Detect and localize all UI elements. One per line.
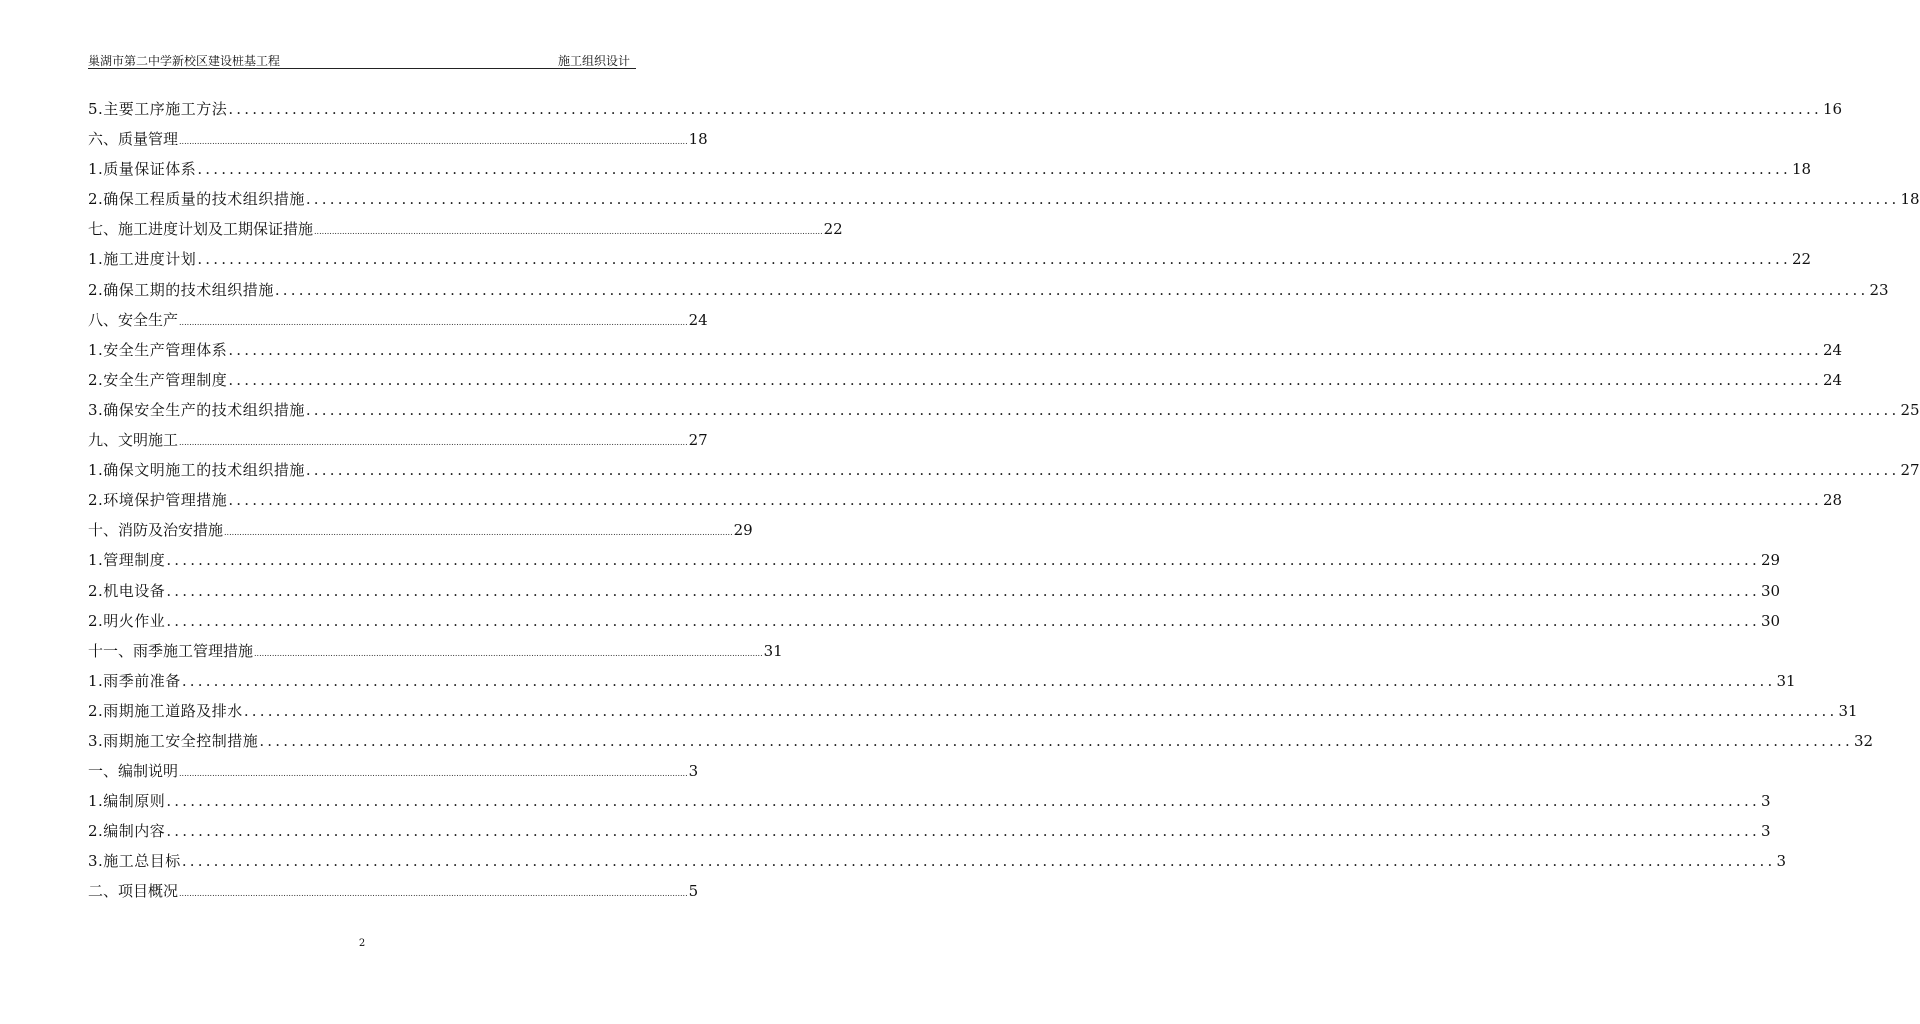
toc-leader-dots: ........................................................................................................................................................................................................ (179, 438, 688, 448)
toc-entry-title: 1.管理制度 (88, 551, 166, 570)
toc-entry-page: 31 (1776, 671, 1796, 690)
toc-leader-dots: ........................................................................................................................................................................................................ (228, 491, 1822, 510)
toc-entry-title: 2.确保工程质量的技术组织措施 (88, 190, 305, 209)
toc-entry[interactable] (88, 429, 708, 459)
page-header (88, 52, 636, 69)
toc-entry-title: 1.编制原则 (88, 792, 166, 811)
toc-entry[interactable] (88, 489, 1843, 519)
toc-entry-page: 24 (1822, 340, 1843, 359)
toc-entry-page: 32 (1853, 731, 1874, 750)
toc-leader-dots: ........................................................................................................................................................................................................ (197, 160, 1791, 179)
toc-entry-page: 22 (823, 220, 843, 239)
header-document-type: 施工组织设计 (557, 54, 630, 68)
toc-entry[interactable] (88, 730, 1874, 760)
toc-entry-page: 18 (1900, 190, 1920, 209)
toc-entry[interactable] (88, 459, 1920, 489)
toc-entry-page: 30 (1760, 581, 1781, 600)
toc-leader-dots: ........................................................................................................................................................................................................ (314, 227, 823, 237)
toc-entry-page: 27 (1900, 461, 1920, 480)
toc-entry-page: 3 (1776, 852, 1786, 871)
toc-entry-page: 31 (763, 641, 783, 660)
toc-leader-dots: ........................................................................................................................................................................................................ (305, 190, 1900, 209)
toc-entry-page: 24 (688, 310, 708, 329)
toc-leader-dots: ........................................................................................................................................................................................................ (243, 701, 1838, 720)
toc-entry-page: 27 (688, 431, 708, 450)
toc-entry[interactable] (88, 399, 1920, 429)
toc-leader-dots: ........................................................................................................................................................................................................ (179, 317, 688, 327)
toc-leader-dots: ........................................................................................................................................................................................................ (166, 581, 1760, 600)
toc-leader-dots: ........................................................................................................................................................................................................ (305, 400, 1900, 419)
toc-entry[interactable] (88, 98, 1843, 128)
toc-entry-title: 1.质量保证体系 (88, 160, 197, 179)
toc-entry-page: 31 (1838, 701, 1858, 720)
toc-entry-title: 1.雨季前准备 (88, 671, 181, 690)
toc-entry-title: 十、消防及治安措施 (88, 521, 224, 540)
toc-entry-title: 2.雨期施工道路及排水 (88, 701, 243, 720)
toc-entry[interactable] (88, 248, 1812, 278)
toc-entry[interactable] (88, 700, 1858, 730)
toc-entry-title: 一、编制说明 (88, 762, 179, 781)
toc-entry[interactable] (88, 640, 783, 670)
toc-entry[interactable] (88, 670, 1796, 700)
toc-entry-title: 2.确保工期的技术组织措施 (88, 280, 274, 299)
toc-leader-dots: ........................................................................................................................................................................................................ (179, 889, 688, 899)
toc-entry[interactable] (88, 128, 708, 158)
toc-entry[interactable] (88, 850, 1786, 880)
toc-entry-title: 七、施工进度计划及工期保证措施 (88, 220, 314, 239)
toc-entry-page: 16 (1822, 100, 1843, 118)
toc-entry-page: 3 (1760, 822, 1771, 841)
toc-leader-dots: ........................................................................................................................................................................................................ (166, 822, 1760, 841)
toc-leader-dots: ........................................................................................................................................................................................................ (274, 280, 1869, 299)
toc-entry-title: 3.施工总目标 (88, 852, 181, 871)
toc-entry-page: 24 (1822, 370, 1843, 389)
toc-entry-page: 3 (688, 762, 699, 781)
toc-entry-title: 二、项目概况 (88, 882, 179, 901)
toc-entry[interactable] (88, 339, 1843, 369)
toc-entry[interactable] (88, 580, 1781, 610)
toc-leader-dots: ........................................................................................................................................................................................................ (181, 671, 1776, 690)
toc-entry-page: 22 (1791, 250, 1812, 269)
toc-entry-page: 28 (1822, 491, 1843, 510)
toc-entry[interactable] (88, 158, 1812, 188)
toc-entry-title: 3.确保安全生产的技术组织措施 (88, 400, 305, 419)
toc-leader-dots: ........................................................................................................................................................................................................ (166, 611, 1760, 630)
toc-entry[interactable] (88, 279, 1889, 309)
toc-leader-dots: ........................................................................................................................................................................................................ (228, 370, 1822, 389)
toc-entry[interactable] (88, 790, 1771, 820)
toc-entry-title: 十一、雨季施工管理措施 (88, 641, 254, 660)
page-number: 2 (358, 938, 366, 949)
toc-entry-title: 六、质量管理 (88, 130, 179, 149)
toc-entry[interactable] (88, 218, 843, 248)
toc-leader-dots: ........................................................................................................................................................................................................ (179, 769, 688, 779)
toc-entry-title: 九、文明施工 (88, 431, 179, 450)
toc-leader-dots: ........................................................................................................................................................................................................ (166, 551, 1760, 570)
toc-entry-page: 30 (1760, 611, 1781, 630)
toc-entry-title: 3.雨期施工安全控制措施 (88, 731, 259, 750)
toc-entry-page: 25 (1900, 400, 1920, 419)
toc-entry[interactable] (88, 820, 1771, 850)
toc-entry-title: 1.安全生产管理体系 (88, 340, 228, 359)
toc-leader-dots: ........................................................................................................................................................................................................ (224, 528, 733, 538)
table-of-contents (88, 98, 1920, 911)
toc-entry-title: 2.编制内容 (88, 822, 166, 841)
toc-entry-title: 2.机电设备 (88, 581, 166, 600)
toc-entry-page: 18 (1791, 160, 1812, 179)
toc-leader-dots: ........................................................................................................................................................................................................ (228, 340, 1822, 359)
toc-entry-title: 5.主要工序施工方法 (88, 100, 228, 118)
toc-entry-page: 18 (688, 130, 708, 149)
toc-entry-page: 5 (688, 882, 699, 901)
toc-leader-dots: ........................................................................................................................................................................................................ (166, 792, 1760, 811)
toc-leader-dots: ........................................................................................................................................................................................................ (228, 100, 1822, 118)
toc-leader-dots: ........................................................................................................................................................................................................ (197, 250, 1791, 269)
toc-entry[interactable] (88, 549, 1781, 579)
toc-entry-title: 八、安全生产 (88, 310, 179, 329)
toc-entry[interactable] (88, 610, 1781, 640)
toc-leader-dots: ........................................................................................................................................................................................................ (181, 852, 1776, 871)
toc-leader-dots: ........................................................................................................................................................................................................ (259, 731, 1853, 750)
toc-leader-dots: ........................................................................................................................................................................................................ (305, 461, 1900, 480)
toc-leader-dots: ........................................................................................................................................................................................................ (254, 648, 763, 658)
toc-entry[interactable] (88, 309, 708, 339)
header-project-title: 巢湖市第二中学新校区建设桩基工程 (88, 54, 281, 68)
toc-entry-page: 29 (1760, 551, 1781, 570)
toc-leader-dots: ........................................................................................................................................................................................................ (179, 137, 688, 147)
toc-entry-title: 2.安全生产管理制度 (88, 370, 228, 389)
toc-entry[interactable] (88, 519, 753, 549)
toc-entry[interactable] (88, 369, 1843, 399)
toc-entry-page: 23 (1869, 280, 1889, 299)
toc-entry-title: 1.确保文明施工的技术组织措施 (88, 461, 305, 480)
toc-entry-page: 3 (1760, 792, 1771, 811)
toc-entry[interactable] (88, 760, 699, 790)
toc-entry[interactable] (88, 188, 1920, 218)
toc-entry[interactable] (88, 880, 699, 910)
toc-entry-title: 2.明火作业 (88, 611, 166, 630)
toc-entry-page: 29 (733, 521, 753, 540)
toc-entry-title: 2.环境保护管理措施 (88, 491, 228, 510)
toc-entry-title: 1.施工进度计划 (88, 250, 197, 269)
